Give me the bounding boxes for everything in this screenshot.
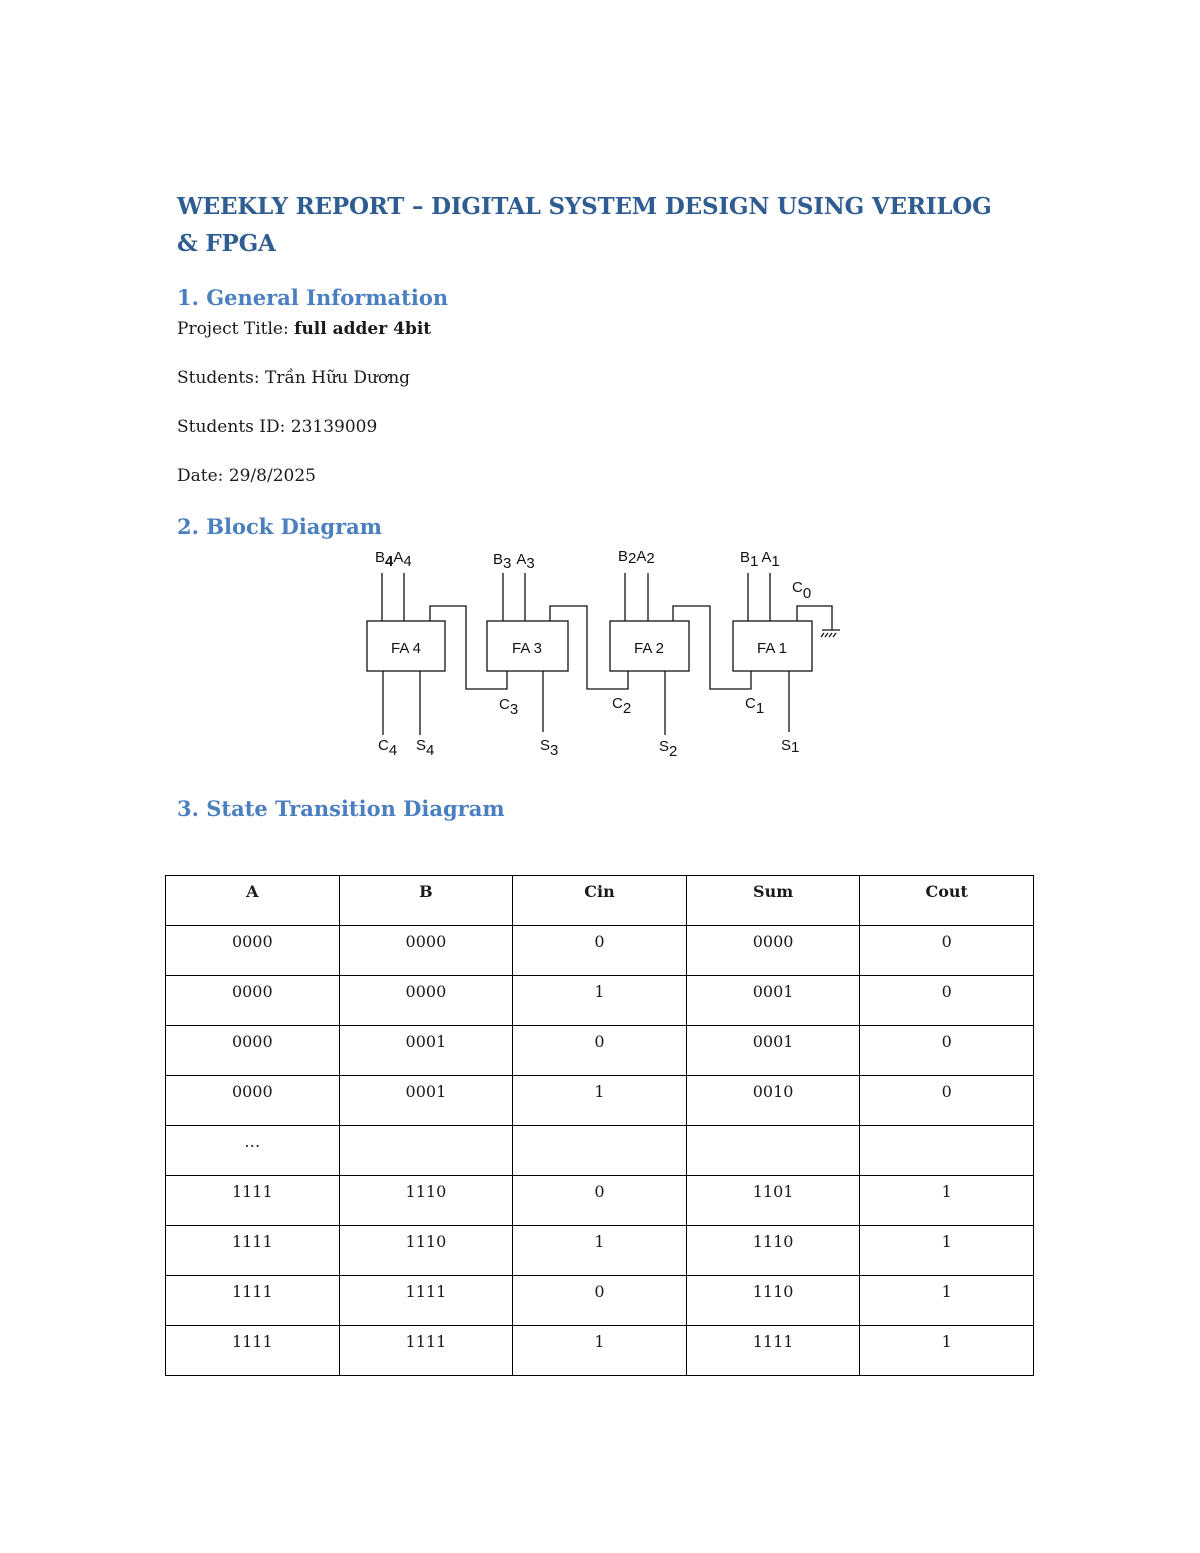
input-b4-label: B4A4 bbox=[375, 549, 412, 570]
input-b1-label: B1 A1 bbox=[740, 549, 780, 570]
table-row bbox=[166, 1176, 1034, 1226]
table-row bbox=[166, 1076, 1034, 1126]
table-cell: 0000 bbox=[166, 976, 340, 1026]
truth-table bbox=[165, 875, 1034, 1376]
table-row bbox=[166, 976, 1034, 1026]
table-cell: 0000 bbox=[166, 1026, 340, 1076]
students-line bbox=[177, 366, 410, 390]
col-header-cin: Cin bbox=[513, 876, 687, 926]
students-value: Trần Hữu Dương bbox=[265, 368, 411, 388]
table-cell: 0010 bbox=[686, 1076, 860, 1126]
students-id-line bbox=[177, 415, 377, 439]
students-label: Students: bbox=[177, 368, 266, 388]
date-line bbox=[177, 464, 316, 488]
table-cell: … bbox=[166, 1126, 340, 1176]
table-cell: 0 bbox=[860, 1076, 1034, 1126]
table-cell: 0000 bbox=[166, 926, 340, 976]
table-cell: 1 bbox=[860, 1226, 1034, 1276]
table-cell: 1110 bbox=[339, 1176, 513, 1226]
col-header-cout: Cout bbox=[860, 876, 1034, 926]
table-cell: 1110 bbox=[339, 1226, 513, 1276]
table-cell: 1 bbox=[860, 1276, 1034, 1326]
fa1-label: FA 1 bbox=[756, 640, 788, 657]
input-b3-label: B3 A3 bbox=[493, 551, 535, 572]
students-id-value: 23139009 bbox=[290, 417, 378, 437]
table-cell: 0 bbox=[513, 1026, 687, 1076]
table-cell: 0001 bbox=[686, 976, 860, 1026]
carry-c3-label: C3 bbox=[499, 696, 519, 718]
table-header-row bbox=[166, 876, 1034, 926]
section-heading-state-transition: 3. State Transition Diagram bbox=[177, 796, 505, 821]
table-cell: 0000 bbox=[339, 926, 513, 976]
table-cell: 0 bbox=[513, 926, 687, 976]
table-cell: 1 bbox=[513, 1226, 687, 1276]
carry-wire-c2 bbox=[550, 606, 628, 689]
table-row bbox=[166, 926, 1034, 976]
fa4-label: FA 4 bbox=[390, 640, 422, 657]
page-title: WEEKLY REPORT – DIGITAL SYSTEM DESIGN USING VERILOG & FPGA bbox=[177, 193, 992, 257]
fa3-label: FA 3 bbox=[511, 640, 543, 657]
output-wires bbox=[383, 671, 789, 735]
table-cell: 0001 bbox=[339, 1076, 513, 1126]
table-cell: 0 bbox=[513, 1176, 687, 1226]
block-diagram bbox=[360, 540, 850, 775]
project-title-line bbox=[177, 317, 431, 341]
students-id-label: Students ID: bbox=[177, 417, 291, 437]
table-cell: 1101 bbox=[686, 1176, 860, 1226]
table-cell: 0 bbox=[860, 926, 1034, 976]
table-cell: 1 bbox=[513, 976, 687, 1026]
carry-wire-c3 bbox=[430, 606, 507, 689]
table-cell: 0 bbox=[513, 1276, 687, 1326]
col-header-b: B bbox=[339, 876, 513, 926]
carry-in-c0-label: C0 bbox=[792, 579, 812, 602]
sum-s2-label: S2 bbox=[659, 738, 678, 760]
table-cell: 0001 bbox=[339, 1026, 513, 1076]
sum-s3-label: S3 bbox=[540, 737, 559, 759]
fa2-label: FA 2 bbox=[633, 640, 665, 657]
table-cell bbox=[513, 1126, 687, 1176]
table-cell: 1111 bbox=[339, 1326, 513, 1376]
ground-icon bbox=[821, 630, 840, 637]
carry-in-wire bbox=[797, 606, 832, 630]
table-cell: 1110 bbox=[686, 1276, 860, 1326]
table-cell: 0 bbox=[860, 1026, 1034, 1076]
table-row bbox=[166, 1126, 1034, 1176]
date-value: 29/8/2025 bbox=[228, 466, 316, 486]
carry-wire-c1 bbox=[673, 606, 751, 689]
table-cell: 1111 bbox=[166, 1226, 340, 1276]
table-cell bbox=[686, 1126, 860, 1176]
table-cell: 1110 bbox=[686, 1226, 860, 1276]
table-cell: 1111 bbox=[166, 1176, 340, 1226]
table-cell: 1 bbox=[513, 1076, 687, 1126]
table-cell: 0001 bbox=[686, 1026, 860, 1076]
date-label: Date: bbox=[177, 466, 229, 486]
project-title-value: full adder 4bit bbox=[294, 319, 432, 339]
col-header-sum: Sum bbox=[686, 876, 860, 926]
table-cell: 1 bbox=[860, 1176, 1034, 1226]
table-cell: 0 bbox=[860, 976, 1034, 1026]
table-cell bbox=[860, 1126, 1034, 1176]
col-header-a: A bbox=[166, 876, 340, 926]
table-row bbox=[166, 1326, 1034, 1376]
input-b2-label: B2A2 bbox=[618, 548, 655, 567]
table-row bbox=[166, 1276, 1034, 1326]
section-heading-general: 1. General Information bbox=[177, 285, 449, 310]
table-cell: 1111 bbox=[339, 1276, 513, 1326]
table-cell: 0000 bbox=[166, 1076, 340, 1126]
table-cell: 1 bbox=[860, 1326, 1034, 1376]
sum-s1-label: S1 bbox=[781, 737, 800, 756]
table-row bbox=[166, 1026, 1034, 1076]
table-row bbox=[166, 1226, 1034, 1276]
table-cell: 1111 bbox=[166, 1326, 340, 1376]
table-cell bbox=[339, 1126, 513, 1176]
table-cell: 0000 bbox=[339, 976, 513, 1026]
table-cell: 1111 bbox=[166, 1276, 340, 1326]
sum-s4-label: S4 bbox=[416, 737, 435, 759]
input-wires bbox=[382, 573, 770, 621]
table-cell: 1111 bbox=[686, 1326, 860, 1376]
carry-c1-label: C1 bbox=[745, 695, 765, 717]
project-title-label: Project Title: bbox=[177, 319, 295, 339]
carry-c2-label: C2 bbox=[612, 695, 632, 717]
table-cell: 1 bbox=[513, 1326, 687, 1376]
section-heading-block-diagram: 2. Block Diagram bbox=[177, 514, 382, 539]
cout-c4-label: C4 bbox=[378, 737, 398, 759]
table-cell: 0000 bbox=[686, 926, 860, 976]
